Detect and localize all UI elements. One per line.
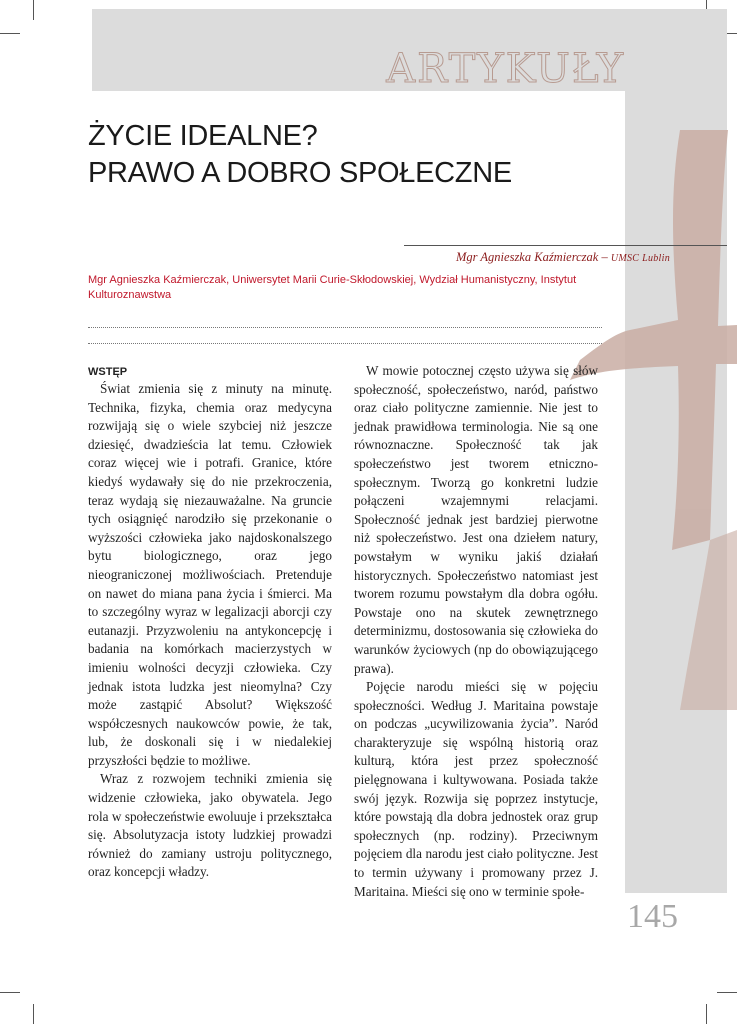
paragraph: Świat zmienia się z minuty na minutę. Technika, fizyka, chemia oraz medycyna rozwijają się o wiele szybciej niż jeszcze dziesięć, dwadzieścia lat temu. Człowiek coraz więcej wie i potrafi. Granice, które kiedyś wydawały się do nie przekroczenia, teraz wydają się niezauważalne. Na gruncie tych osiągnięć narodziło się przekonanie o wyższości człowieka jako najdoskonalszego bytu biologicznego, oraz jego nieograniczonej możliwościach. Pretenduje on nawet do miana pana życia i śmierci. Ma to szczególny wyraz w legalizacji aborcji czy eutanazji. Przyzwoleniu na antykoncepcję i badania na komórkach macierzystych w imieniu wolności decyzji człowieka. Czy jednak istota ludzka jest nieomylna? Czy może zastąpić Absolut? Większość współczesnych naukowców powie, że tak, lub, że doskonali się i w niedalekiej przyszłości będzie to możliwe. <box>88 381 332 768</box>
article-title <box>88 118 608 192</box>
title-line-2: PRAWO A DOBRO SPOŁECZNE <box>88 157 512 189</box>
crop-mark <box>33 0 34 20</box>
left-column <box>88 362 332 882</box>
section-heading: WSTĘP <box>88 366 128 378</box>
crop-mark <box>706 1004 707 1024</box>
byline-rule <box>404 245 727 246</box>
dotted-divider <box>88 343 602 344</box>
paragraph: Pojęcie narodu mieści się w pojęciu społeczności. Według J. Maritaina powstaje on podczas „ucywilizowania życia”. Naród charakteryzuje się wspólną historią oraz kulturą, która jest przez społeczność pielęgnowana i kultywowana. Posiada także swój język. Rozwija się poprzez instytucje, które powstają dla dobra jednostek oraz grup społecznych (np. rodziny). Przeciwnym pojęciem dla narodu jest ciało polityczne. Jest to termin używany i promowany przez J. Maritaina. Mieści się ono w terminie społe- <box>354 679 598 899</box>
paragraph: W mowie potocznej często używa się słów społeczność, społeczeństwo, naród, państwo oraz ciało polityczne zamiennie. Nie jest to jednak prawidłowa terminologia. Nie są one równoznaczne. Społeczność tak jak społeczeństwo jest tworem etniczno-społecznym. Tworzą go konkretni ludzie połączeni wzajemnymi relacjami. Społeczność jednak jest bardziej pierwotne niż społeczeństwo. Jest ona dziełem natury, powstałym w wyniku jakiś działań historycznych. Społeczeństwo natomiast jest tworem rozumu powstałym dla dobra ogółu. Powstaje ono na skutek zewnętrznego determinizmu, dostosowania się człowieka do warunków życiowych (np do obowiązującego prawa). <box>354 363 598 676</box>
crop-mark <box>717 992 737 993</box>
author-institution: UMSC Lublin <box>610 253 670 264</box>
section-label: ARTYKUŁY <box>386 46 625 92</box>
paragraph: Wraz z rozwojem techniki zmienia się widzenie człowieka, jako obywatela. Jego rola w społeczeństwie ewoluuje i przekształca się. Absolutyzacja istoty ludzkiej prowadzi również do zamiany ustroju politycznego, oraz koncepcji władzy. <box>88 771 332 880</box>
author-name: Mgr Agnieszka Kaźmierczak – <box>456 250 608 264</box>
crop-mark <box>0 33 20 34</box>
title-line-1: ŻYCIE IDEALNE? <box>88 120 318 152</box>
right-column <box>354 362 598 901</box>
author-byline <box>404 250 670 265</box>
crop-mark <box>33 1004 34 1024</box>
crop-mark <box>0 992 20 993</box>
page-number: 145 <box>627 898 678 935</box>
dotted-divider <box>88 327 602 328</box>
author-affiliation: Mgr Agnieszka Kaźmierczak, Uniwersytet Marii Curie-Skłodowskiej, Wydział Humanistyczny, Instytut Kulturoznawstwa <box>88 274 577 301</box>
